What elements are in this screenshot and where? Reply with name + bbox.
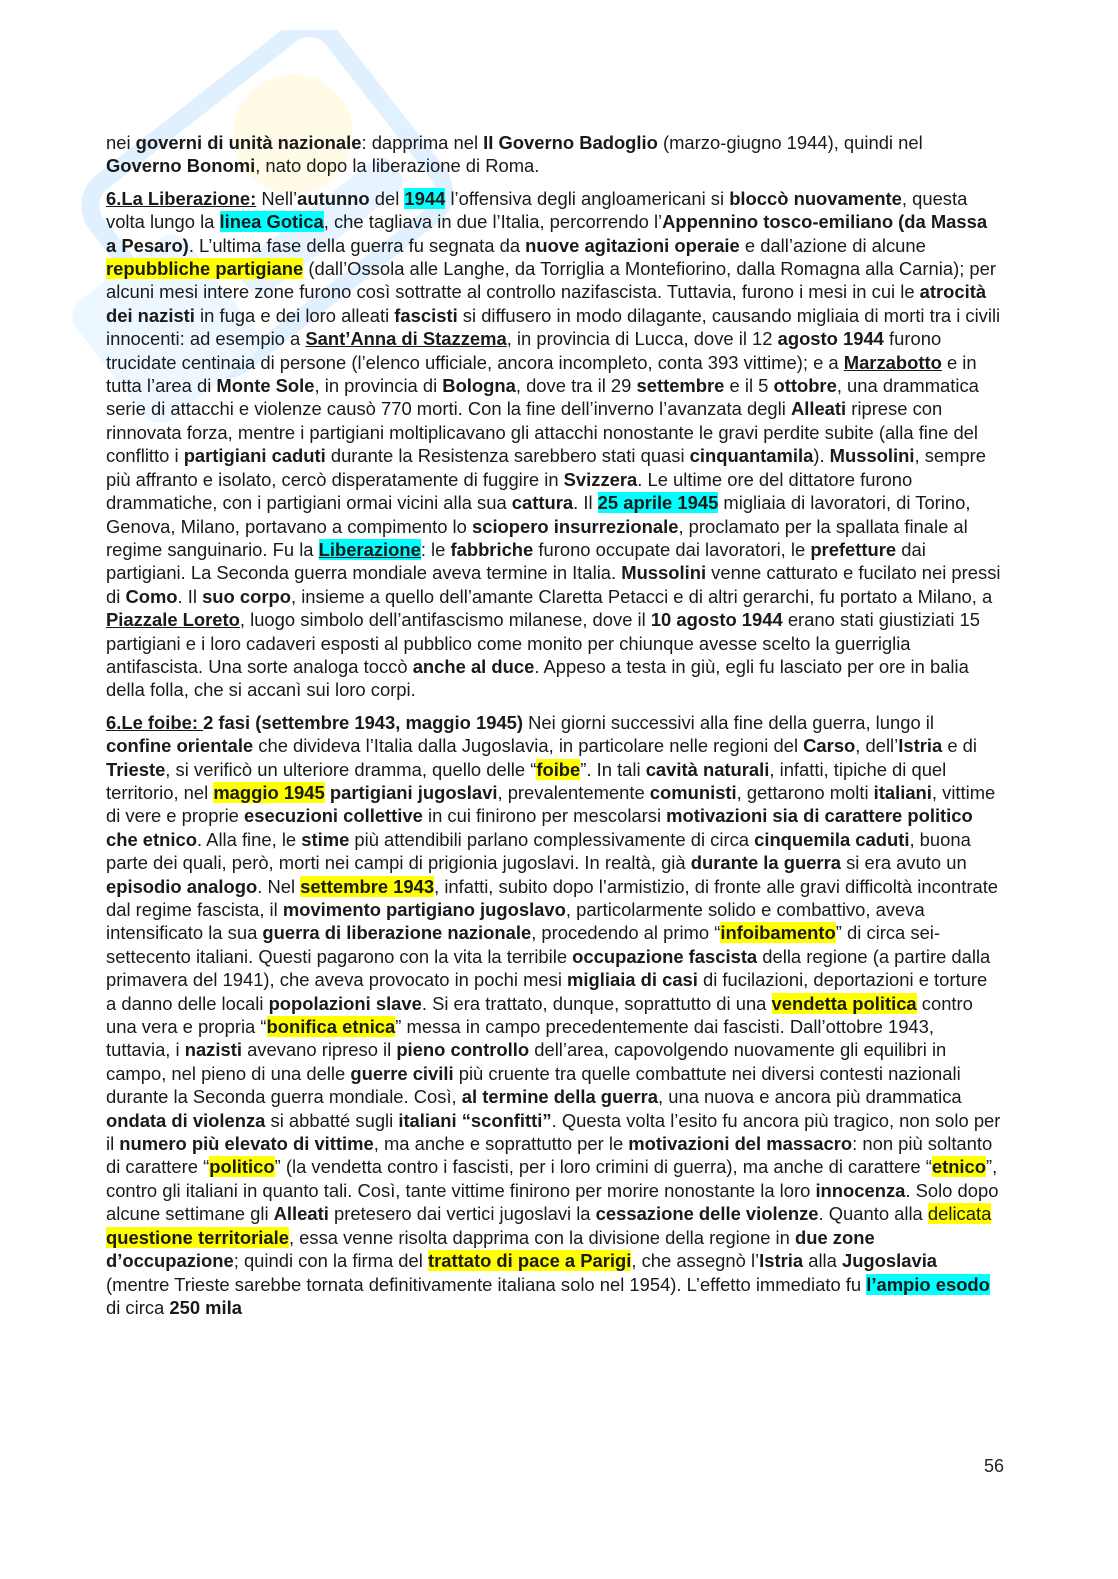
text-run: nei xyxy=(106,132,136,153)
text-run: ” (la vendetta contro i fascisti, per i loro crimini di guerra), ma anche di carattere “ xyxy=(274,1156,932,1178)
text-run: maggio 1945 xyxy=(213,781,325,803)
text-run: popolazioni slave xyxy=(268,992,422,1014)
text-run: 25 aprile 1945 xyxy=(597,492,719,514)
text-run: e di xyxy=(942,735,977,757)
text-run: , che tagliava in due l’Italia, percorrendo l’ xyxy=(323,211,663,233)
text-run: . Quanto alla xyxy=(818,1203,928,1225)
text-run: . Si era trattato, dunque, soprattutto di una xyxy=(421,992,772,1014)
text-run: numero più elevato di vittime xyxy=(119,1133,374,1155)
text-run: l’ampio esodo xyxy=(866,1273,990,1295)
text-run: cinquantamila xyxy=(689,445,814,467)
text-run: Nell’ xyxy=(256,187,298,209)
text-run: in cui finirono per mescolarsi xyxy=(422,805,667,827)
text-run: 1944 xyxy=(404,187,446,209)
text-run: l’offensiva degli angloamericani si xyxy=(445,187,730,209)
text-run: , proclamato per la spallata finale al regime sanguinario. Fu la xyxy=(106,515,968,560)
text-run: prefetture xyxy=(810,538,897,560)
text-run: occupazione fascista xyxy=(572,945,758,967)
text-run: ” messa in campo precedentemente dai fascisti. Dall’ottobre 1943, tuttavia, i xyxy=(106,1016,934,1061)
text-run: ”. In tali xyxy=(580,758,646,780)
text-run: riprese con rinnovata forza, mentre i partigiani moltiplicavano gli attacchi nonostante le gravi perdite subite (alla fine del conflitto i xyxy=(106,398,978,467)
text-run: Alleati xyxy=(273,1203,329,1225)
text-run: , procedendo al primo “ xyxy=(531,922,721,944)
text-run: motivazioni sia di carattere politico che etnico xyxy=(106,805,973,850)
text-run: ottobre xyxy=(773,375,837,397)
text-run: , prevalentemente xyxy=(497,781,650,803)
text-run: , nato dopo la liberazione di Roma. xyxy=(255,155,540,177)
text-run: . Appeso a testa in giù, egli fu lasciato per ore in balia della folla, che si accanì sui loro corpi. xyxy=(106,655,969,701)
text-run: Mussolini xyxy=(829,445,915,467)
text-run: , in provincia di Lucca, dove il 12 xyxy=(506,328,778,350)
text-run: due zone d’occupazione xyxy=(106,1226,875,1272)
text-run: ”, contro gli italiani in quanto tali. Così, tante vittime finirono per morire nonostante la loro xyxy=(106,1156,998,1201)
text-run: autunno xyxy=(297,187,370,209)
text-run: , dell’ xyxy=(855,735,899,757)
text-run: : dapprima nel xyxy=(361,132,484,153)
text-run: migliaia di lavoratori, di Torino, Genova, Milano, portavano a compimento lo xyxy=(106,492,971,537)
text-run: (marzo-giugno 1944), quindi nel xyxy=(657,132,923,153)
text-run: repubbliche partigiane xyxy=(106,258,304,280)
text-run: 250 mila xyxy=(169,1296,242,1318)
text-run: si abbatté sugli xyxy=(265,1109,399,1131)
text-run: cattura xyxy=(511,492,574,514)
text-run: . Alla fine, le xyxy=(196,828,302,850)
text-run: , gettarono molti xyxy=(736,781,874,803)
text-run: si diffusero in modo dilagante, causando migliaia di morti tra i civili innocenti: ad esempio a xyxy=(106,304,1001,350)
text-run: partigiani caduti xyxy=(183,445,326,467)
text-run: 2 fasi (settembre 1943, maggio 1945) xyxy=(203,711,524,733)
text-run: cessazione delle violenze xyxy=(595,1203,819,1225)
text-run: ). xyxy=(813,445,830,467)
text-run: e in tutta l’area di xyxy=(106,351,977,397)
text-run: ondata di violenza xyxy=(106,1109,266,1131)
text-run: pieno controllo xyxy=(396,1039,530,1061)
text-run: governi di unità nazionale xyxy=(135,132,362,153)
text-run: , infatti, subito dopo l’armistizio, di fronte alle gravi difficoltà incontrate dal regime fascista, il xyxy=(106,875,999,920)
text-run: . Questa volta l’esito fu ancora più tragico, non solo per il xyxy=(106,1109,1001,1155)
text-run: . Le ultime ore del dittatore furono drammatiche, con i partigiani ormai vicini alla sua xyxy=(106,468,913,514)
text-run: . Il xyxy=(177,585,203,607)
text-run: di fucilazioni, deportazioni e torture a danno delle locali xyxy=(106,969,988,1014)
text-run: nuove agitazioni operaie xyxy=(525,234,740,256)
page-number: 56 xyxy=(983,1456,1004,1476)
text-run: ” di circa sei-settecento italiani. Questi pagarono con la vita la terribile xyxy=(106,922,941,967)
text-run: italiani xyxy=(873,781,932,803)
text-run: questione territoriale xyxy=(106,1226,289,1248)
text-run: Bologna xyxy=(442,375,516,397)
text-run: , ma anche e soprattutto per le xyxy=(373,1133,629,1155)
text-run: Istria xyxy=(898,735,943,757)
text-run: più cruente tra quelle combattute nei diversi contesti nazionali durante la Seconda guerra mondiale. Così, xyxy=(106,1062,961,1108)
text-run: ; quindi con la firma del xyxy=(233,1250,428,1272)
text-run: Monte Sole xyxy=(216,375,315,397)
text-run: etnico xyxy=(931,1156,987,1178)
text-run: di circa xyxy=(106,1296,170,1318)
text-run: in fuga e dei loro alleati xyxy=(194,304,395,326)
text-run: Mussolini xyxy=(621,562,707,584)
text-run: foibe xyxy=(536,758,581,780)
text-run: politico xyxy=(209,1156,275,1178)
text-run: anche al duce xyxy=(412,655,535,677)
paragraph-3 xyxy=(106,711,1002,1320)
text-run: Appennino tosco-emiliano (da Massa a Pesaro) xyxy=(106,211,988,256)
text-run: Jugoslavia xyxy=(841,1250,938,1272)
text-run: trattato di pace a Parigi xyxy=(427,1250,632,1272)
text-run: , una nuova e ancora più drammatica xyxy=(658,1086,962,1108)
text-run: durante la Resistenza sarebbero stati quasi xyxy=(325,445,690,467)
text-run: agosto 1944 xyxy=(777,328,884,350)
text-run: II Governo Badoglio xyxy=(483,132,658,153)
text-run: linea Gotica xyxy=(219,211,324,233)
text-run: , buona parte dei quali, però, morti nei campi di prigionia jugoslavi. In realtà, già xyxy=(106,828,971,874)
text-run: , insieme a quello dell’amante Claretta Petacci e di altri gerarchi, fu portato a Milano, a xyxy=(290,585,993,607)
text-run: Sant’Anna di Stazzema xyxy=(305,328,507,350)
text-run: 6.Le foibe: xyxy=(106,711,204,733)
text-run: bloccò nuovamente xyxy=(729,187,902,209)
text-run: 10 agosto 1944 xyxy=(650,609,783,631)
text-run: Liberazione xyxy=(318,538,421,560)
text-run: guerre civili xyxy=(350,1062,454,1084)
text-run: , si verificò un ulteriore dramma, quello delle “ xyxy=(165,758,537,780)
text-run: furono trucidate centinaia di persone (l’elenco ufficiale, ancora incompleto, conta 393 vittime); e a xyxy=(106,328,942,373)
text-run: furono occupate dai lavoratori, le xyxy=(533,538,811,560)
text-run: motivazioni del massacro xyxy=(628,1133,853,1155)
text-run: : le xyxy=(420,538,451,560)
text-run: Istria xyxy=(759,1250,804,1272)
text-run: sciopero insurrezionale xyxy=(471,515,679,537)
text-run: esecuzioni collettive xyxy=(244,805,423,827)
text-run: del xyxy=(369,187,405,209)
text-run: Trieste xyxy=(106,758,166,780)
text-run: bonifica etnica xyxy=(266,1016,396,1038)
text-run: e il 5 xyxy=(724,375,774,397)
text-run: nazisti xyxy=(184,1039,242,1061)
text-run: fascisti xyxy=(394,304,458,326)
text-run: pretesero dai vertici jugoslavi la xyxy=(328,1203,596,1225)
text-run: confine orientale xyxy=(106,735,254,757)
text-run: italiani “sconfitti” xyxy=(398,1109,552,1131)
text-run: si era avuto un xyxy=(840,852,967,874)
text-run: episodio analogo xyxy=(106,875,258,897)
text-run: partigiani jugoslavi xyxy=(329,781,498,803)
text-run: Piazzale Loreto xyxy=(106,609,240,631)
text-run: cavità naturali xyxy=(645,758,770,780)
text-run: , vittime di vere e proprie xyxy=(106,781,996,827)
text-run: al termine della guerra xyxy=(461,1086,659,1108)
text-run: , una drammatica serie di attacchi e violenze causò 770 morti. Con la fine dell’inverno l’avanzata degli xyxy=(106,375,979,420)
text-run: . Solo dopo alcune settimane gli xyxy=(106,1179,999,1225)
text-run: alla xyxy=(803,1250,842,1272)
text-run: suo corpo xyxy=(202,585,291,607)
text-run: , in provincia di xyxy=(314,375,443,397)
text-run: Svizzera xyxy=(563,468,638,490)
text-run: dai partigiani. La Seconda guerra mondiale aveva termine in Italia. xyxy=(106,538,926,584)
text-run: durante la guerra xyxy=(690,852,841,874)
text-run: infoibamento xyxy=(720,922,836,944)
text-run: , essa venne risolta dapprima con la divisione della regione in xyxy=(288,1226,795,1248)
text-run: e dall’azione di alcune xyxy=(739,234,926,256)
text-run: contro una vera e propria “ xyxy=(106,992,973,1038)
text-run: più attendibili parlano complessivamente di circa xyxy=(349,828,755,850)
text-run: 6.La Liberazione: xyxy=(106,187,257,209)
text-run: (mentre Trieste sarebbe tornata definitivamente italiana solo nel 1954). L’effetto immediato fu xyxy=(106,1273,867,1295)
document-page xyxy=(106,131,1002,1328)
text-run: settembre 1943 xyxy=(300,875,435,897)
text-run: che divideva l’Italia dalla Jugoslavia, in particolare nelle regioni del xyxy=(253,735,804,757)
text-run: , sempre più affranto e isolato, cercò disperatamente di fuggire in xyxy=(106,445,987,490)
text-run: Alleati xyxy=(790,398,847,420)
text-run: Carso xyxy=(803,735,856,757)
paragraph-1 xyxy=(106,131,1002,178)
text-run: : non più soltanto di carattere “ xyxy=(106,1133,993,1178)
text-run: Como xyxy=(125,585,178,607)
text-run: cinquemila caduti xyxy=(754,828,910,850)
text-run: . L’ultima fase della guerra fu segnata da xyxy=(188,234,526,256)
text-run: , infatti, tipiche di quel territorio, nel xyxy=(106,758,947,803)
text-run: guerra di liberazione nazionale xyxy=(262,922,532,944)
text-run: migliaia di casi xyxy=(567,969,698,991)
text-run: . Nel xyxy=(257,875,301,897)
text-run: venne catturato e fucilato nei pressi di xyxy=(106,562,1001,607)
text-run: atrocità dei nazisti xyxy=(106,281,987,326)
text-run: comunisti xyxy=(649,781,737,803)
text-run: Marzabotto xyxy=(843,351,942,373)
text-run: (dall’Ossola alle Langhe, da Torriglia a Montefiorino, dalla Romagna alla Carnia); per alcuni mesi intere zone furono così sottratte al controllo nazifascista. Tuttavia, furono i mesi in cui le xyxy=(106,258,996,303)
text-run: , luogo simbolo dell’antifascismo milanese, dove il xyxy=(239,609,651,631)
text-run: movimento partigiano jugoslavo xyxy=(282,899,566,920)
text-run: , che assegnò l’ xyxy=(631,1250,760,1272)
text-run: fabbriche xyxy=(450,538,534,560)
text-run: avevano ripreso il xyxy=(241,1039,397,1061)
text-run: settembre xyxy=(636,375,725,397)
text-run: della regione (a partire dalla primavera del 1941), che aveva provocato in pochi mesi xyxy=(106,945,991,991)
text-run: dell’area, capovolgendo nuovamente gli equilibri in campo, nel pieno di una delle xyxy=(106,1039,947,1084)
text-run: Governo Bonomi xyxy=(106,155,256,177)
text-run: delicata xyxy=(927,1203,992,1225)
text-run: erano stati giustiziati 15 partigiani e i loro cadaveri esposti al pubblico come monito per chiunque avesse scelto la guerriglia antifascista. Una sorte analoga toccò xyxy=(106,609,980,677)
text-run: Nei giorni successivi alla fine della guerra, lungo il xyxy=(523,711,934,733)
paragraph-2 xyxy=(106,187,1002,702)
text-run: , particolarmente solido e combattivo, aveva intensificato la sua xyxy=(106,899,925,944)
text-run: , dove tra il 29 xyxy=(515,375,637,397)
text-run: , questa volta lungo la xyxy=(106,187,968,233)
text-run: stime xyxy=(301,828,350,850)
text-run: innocenza xyxy=(815,1179,906,1201)
text-run: . Il xyxy=(573,492,598,514)
text-run: vendetta politica xyxy=(771,992,917,1014)
